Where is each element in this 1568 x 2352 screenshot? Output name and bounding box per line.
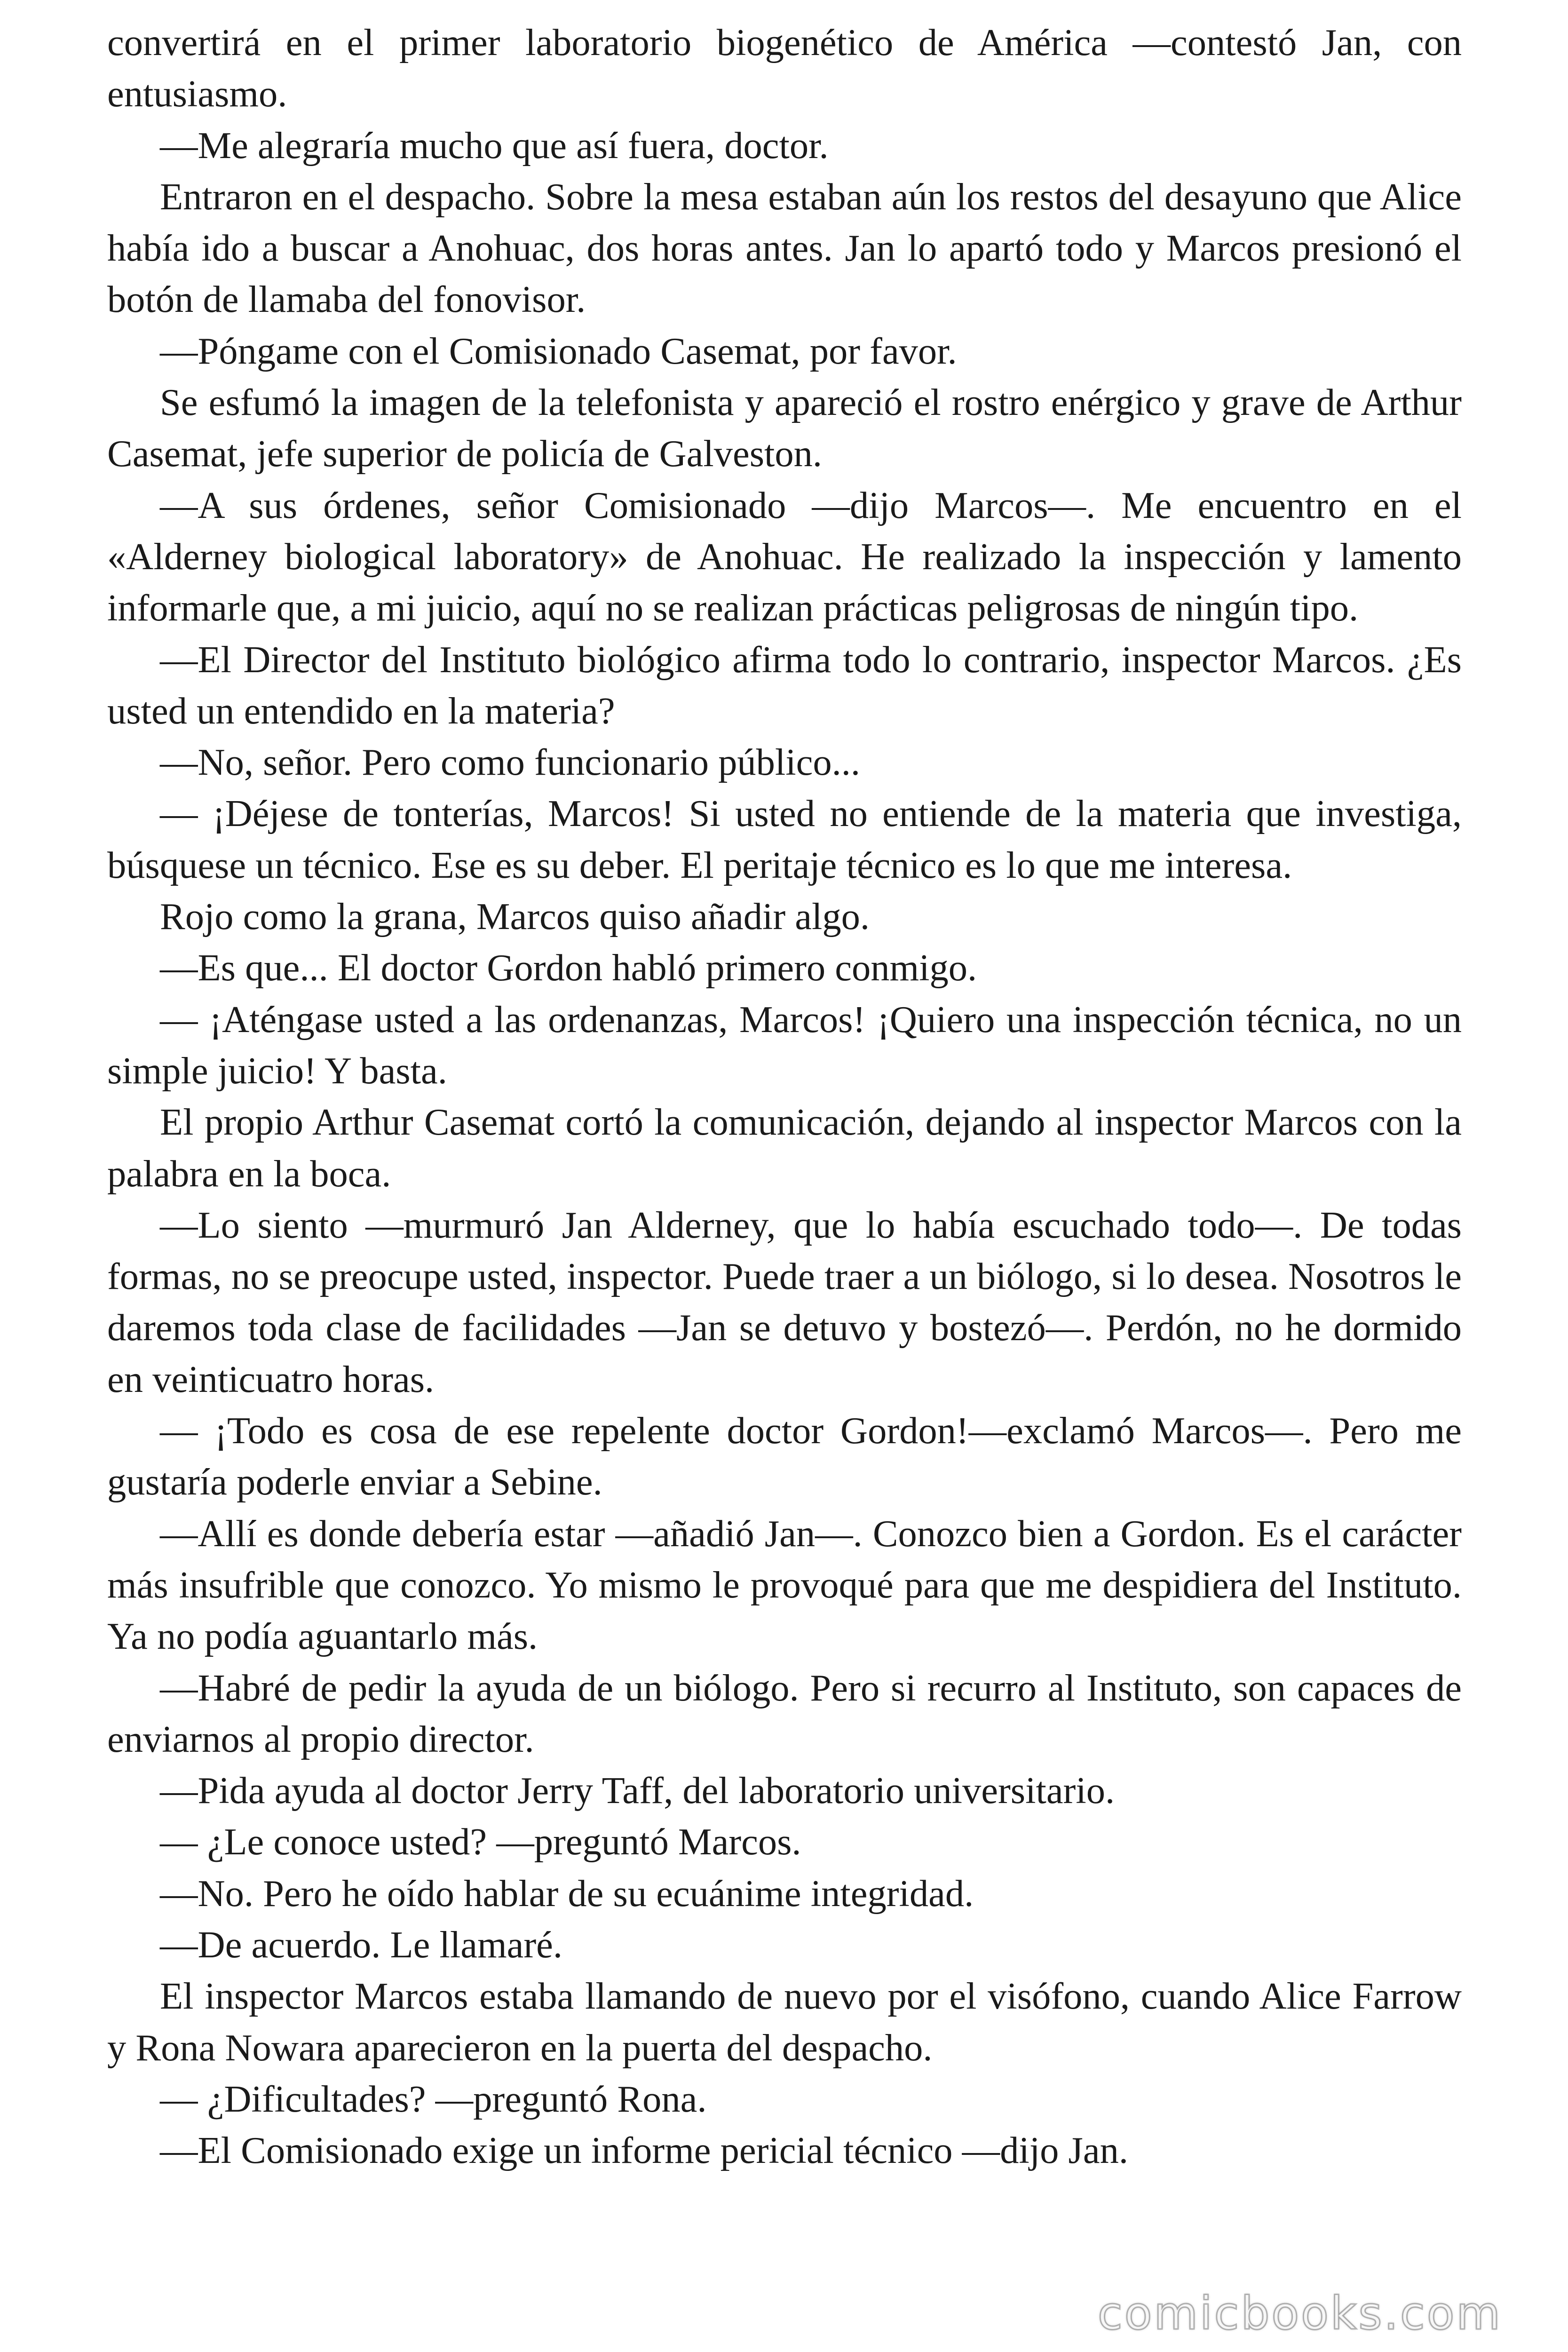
paragraph: Se esfumó la imagen de la telefonista y apareció el rostro enérgico y grave de Arthur Casemat, jefe superior de policía de Galveston.: [107, 381, 1462, 475]
paragraph: — ¿Dificultades? —preguntó Rona.: [160, 2078, 707, 2120]
paragraph: — ¡Aténgase usted a las ordenanzas, Marcos! ¡Quiero una inspección técnica, no un simple juicio! Y basta.: [107, 998, 1462, 1092]
paragraph: —Póngame con el Comisionado Casemat, por favor.: [160, 330, 957, 372]
paragraph: —Allí es donde debería estar —añadió Jan—. Conozco bien a Gordon. Es el carácter más insufrible que conozco. Yo mismo le provoqué para que me despidiera del Instituto. Ya no podía aguantarlo más.: [107, 1512, 1462, 1658]
paragraph: Rojo como la grana, Marcos quiso añadir algo.: [160, 896, 870, 938]
paragraph: Entraron en el despacho. Sobre la mesa estaban aún los restos del desayuno que Alice había ido a buscar a Anohuac, dos horas antes. Jan lo apartó todo y Marcos presionó el botón de llamaba del fonovisor.: [107, 175, 1462, 321]
paragraph: — ¡Todo es cosa de ese repelente doctor Gordon!—exclamó Marcos—. Pero me gustaría poderle enviar a Sebine.: [107, 1410, 1462, 1503]
paragraph: —Es que... El doctor Gordon habló primero conmigo.: [160, 947, 977, 989]
paragraph: convertirá en el primer laboratorio biogenético de América —contestó Jan, con entusiasmo.: [107, 22, 1462, 115]
paragraph: —Habré de pedir la ayuda de un biólogo. Pero si recurro al Instituto, son capaces de enviarnos al propio director.: [107, 1667, 1462, 1760]
paragraph: —Me alegraría mucho que así fuera, doctor.: [160, 124, 829, 167]
paragraph: —A sus órdenes, señor Comisionado —dijo Marcos—. Me encuentro en el «Alderney biological laboratory» de Anohuac. He realizado la inspección y lamento informarle que, a mi juicio, aquí no se realizan prácticas peligrosas de ningún tipo.: [107, 484, 1462, 629]
paragraph: —Pida ayuda al doctor Jerry Taff, del laboratorio universitario.: [160, 1770, 1115, 1812]
paragraph: — ¡Déjese de tonterías, Marcos! Si usted no entiende de la materia que investiga, búsquese un técnico. Ese es su deber. El peritaje técnico es lo que me interesa.: [107, 793, 1462, 886]
paragraph: —El Comisionado exige un informe pericial técnico —dijo Jan.: [160, 2130, 1128, 2172]
paragraph: —No. Pero he oído hablar de su ecuánime integridad.: [160, 1872, 974, 1915]
paragraph: — ¿Le conoce usted? —preguntó Marcos.: [160, 1821, 801, 1863]
paragraph: El propio Arthur Casemat cortó la comunicación, dejando al inspector Marcos con la palabra en la boca.: [107, 1101, 1462, 1195]
paragraph: El inspector Marcos estaba llamando de nuevo por el visófono, cuando Alice Farrow y Rona Nowara aparecieron en la puerta del despacho.: [107, 1975, 1462, 2069]
paragraph: —De acuerdo. Le llamaré.: [160, 1923, 562, 1966]
page-body-text: [107, 17, 1462, 2176]
paragraph: —No, señor. Pero como funcionario público...: [160, 741, 860, 784]
watermark: comicbooks.com: [1097, 2287, 1502, 2340]
paragraph: —Lo siento —murmuró Jan Alderney, que lo había escuchado todo—. De todas formas, no se preocupe usted, inspector. Puede traer a un biólogo, si lo desea. Nosotros le daremos toda clase de facilidades —Jan se detuvo y bostezó—. Perdón, no he dormido en veinticuatro horas.: [107, 1204, 1462, 1400]
paragraph: —El Director del Instituto biológico afirma todo lo contrario, inspector Marcos. ¿Es usted un entendido en la materia?: [107, 638, 1462, 732]
